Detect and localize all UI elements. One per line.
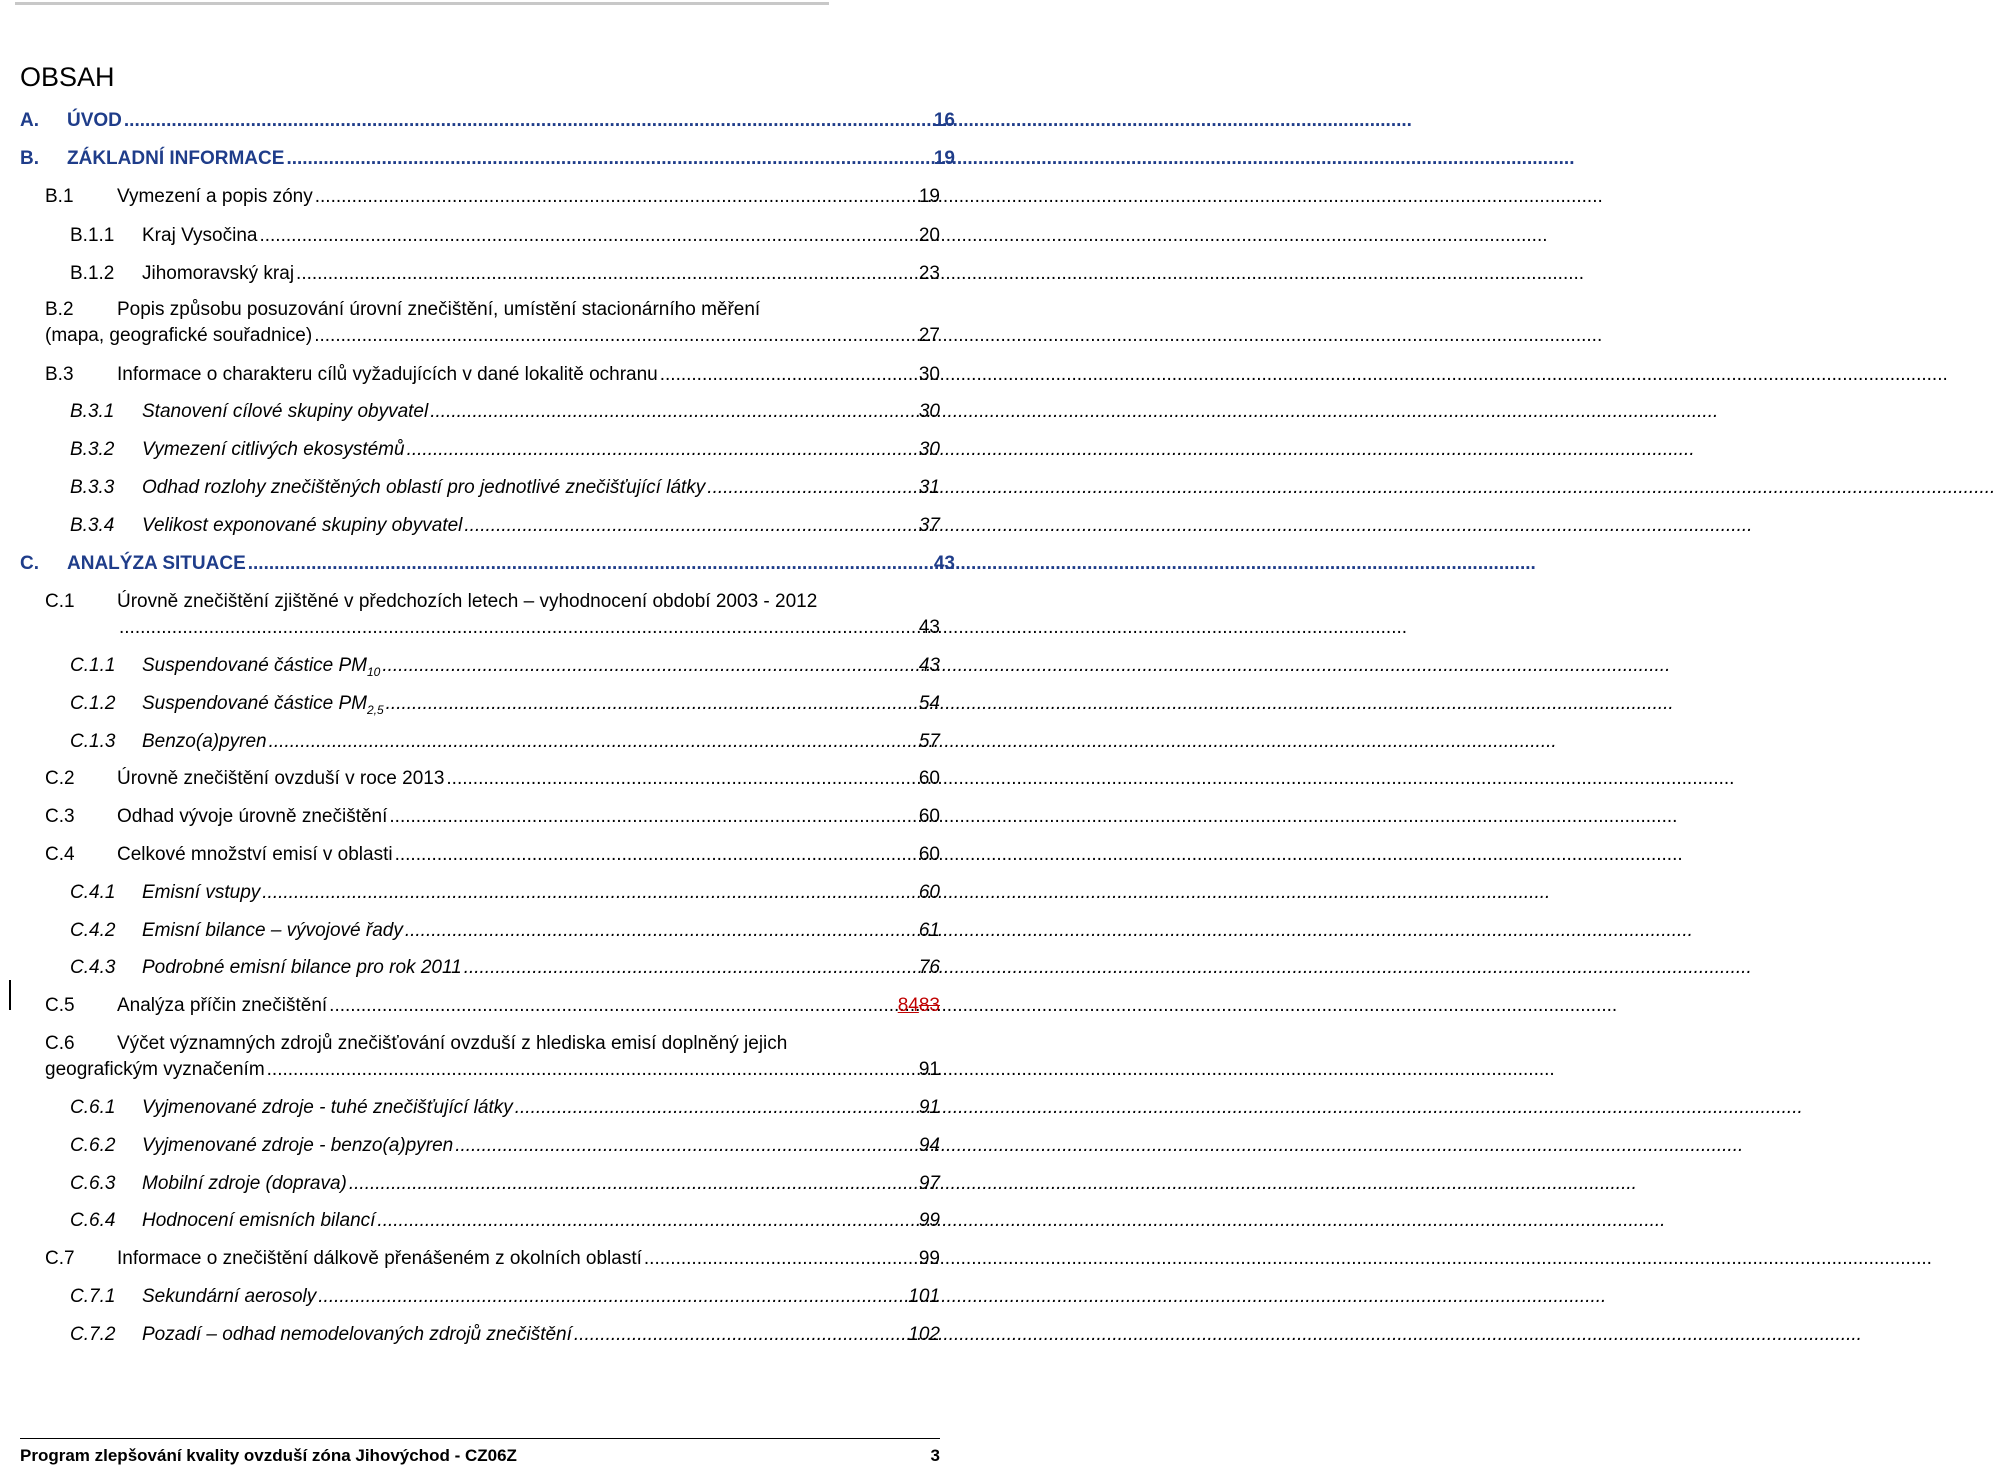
toc-entry-c[interactable]: [20, 552, 955, 576]
toc-number: C.5: [45, 995, 75, 1016]
toc-leader: [455, 1134, 917, 1158]
toc-leader: [269, 730, 917, 754]
toc-leader: [660, 363, 917, 387]
toc-page: 76: [918, 957, 940, 978]
toc-page: 20: [918, 225, 940, 246]
toc-title-text: Suspendované částice PM: [142, 693, 367, 714]
toc-entry-b31[interactable]: [70, 400, 940, 424]
toc-number: B.: [20, 148, 39, 169]
toc-title: Vyjmenované zdroje - benzo(a)pyren: [142, 1135, 454, 1156]
toc-title-continued: geografickým vyznačením: [45, 1059, 265, 1080]
toc-entry-c5[interactable]: [45, 994, 940, 1018]
toc-page: 31: [918, 477, 940, 498]
toc-entry-b34[interactable]: [70, 514, 940, 538]
toc-page: 102: [908, 1324, 940, 1345]
toc-entry-b3[interactable]: [45, 363, 940, 387]
toc-title-continued: (mapa, geografické souřadnice): [45, 325, 313, 346]
toc-entry-c13[interactable]: [70, 730, 940, 754]
toc-leader: [329, 994, 896, 1018]
toc-page: 30: [918, 439, 940, 460]
toc-title-subscript: 10: [366, 664, 381, 679]
toc-leader: [430, 400, 917, 424]
toc-entry-a[interactable]: [20, 109, 955, 133]
toc-leader: [464, 514, 916, 538]
toc-entry-b[interactable]: [20, 147, 955, 171]
toc-entry-c71[interactable]: [70, 1285, 940, 1309]
toc-entry-c43[interactable]: [70, 956, 940, 980]
toc-title: [142, 654, 380, 678]
toc-page: 97: [918, 1173, 940, 1194]
toc-heading: OBSAH: [20, 62, 115, 92]
toc-leader: [395, 843, 917, 867]
toc-page: 37: [918, 515, 940, 536]
toc-title: [142, 692, 384, 716]
toc-number: C.1.3: [70, 731, 116, 752]
toc-number: C.7.2: [70, 1324, 116, 1345]
page-footer: [20, 1446, 940, 1466]
toc-number: B.3.2: [70, 439, 115, 460]
page-deleted: 83: [918, 995, 940, 1016]
toc-leader: [259, 224, 916, 248]
toc-page: 60: [918, 768, 940, 789]
toc-entry-b2-line1[interactable]: [45, 298, 760, 322]
toc-number: C.7: [45, 1248, 75, 1269]
toc-title: Emisní bilance – vývojové řady: [142, 920, 403, 941]
toc-entry-b32[interactable]: [70, 438, 940, 462]
toc-page: 30: [918, 401, 940, 422]
toc-leader: [286, 147, 931, 171]
toc-entry-c12[interactable]: [70, 692, 940, 716]
toc-leader: [377, 1209, 916, 1233]
toc-number: C.6.2: [70, 1135, 116, 1156]
toc-entry-c64[interactable]: [70, 1209, 940, 1233]
toc-title: Podrobné emisní bilance pro rok 2011: [142, 957, 462, 978]
toc-page: 43: [918, 655, 940, 676]
toc-leader: [248, 552, 932, 576]
toc-leader: [407, 438, 917, 462]
toc-title: Hodnocení emisních bilancí: [142, 1210, 376, 1231]
toc-page: 27: [918, 325, 940, 346]
toc-entry-b33[interactable]: [70, 476, 940, 500]
toc-title: ANALÝZA SITUACE: [67, 553, 246, 574]
toc-title: ZÁKLADNÍ INFORMACE: [67, 148, 285, 169]
toc-title: Informace o charakteru cílů vyžadujících v dané lokalitě ochranu: [117, 364, 658, 385]
toc-leader: [318, 1285, 906, 1309]
toc-number: C.6: [45, 1033, 75, 1054]
toc-leader: [515, 1096, 917, 1120]
toc-leader: [315, 185, 917, 209]
toc-number: B.3.1: [70, 401, 115, 422]
toc-title: Benzo(a)pyren: [142, 731, 267, 752]
toc-number: C.2: [45, 768, 75, 789]
toc-leader: [405, 919, 917, 943]
toc-title: Odhad rozlohy znečištěných oblastí pro jednotlivé znečišťující látky: [142, 477, 706, 498]
toc-title: ÚVOD: [67, 110, 122, 131]
toc-leader: [644, 1247, 917, 1271]
toc-page: 43: [918, 617, 940, 638]
toc-number: C.6.1: [70, 1097, 116, 1118]
toc-entry-b11[interactable]: [70, 224, 940, 248]
toc-page: 19: [918, 186, 940, 207]
toc-title: Výčet významných zdrojů znečišťování ovzduší z hlediska emisí doplněný jejich: [117, 1033, 788, 1054]
toc-number: B.1.2: [70, 263, 115, 284]
toc-page: 99: [918, 1210, 940, 1231]
toc-entry-c42[interactable]: [70, 919, 940, 943]
toc-leader: [296, 262, 917, 286]
toc-entry-b2-line2[interactable]: [45, 324, 940, 348]
toc-entry-c6-line1[interactable]: [45, 1032, 787, 1056]
toc-page: 19: [933, 148, 955, 169]
toc-number: C.6.4: [70, 1210, 116, 1231]
toc-title: Vymezení citlivých ekosystémů: [142, 439, 405, 460]
toc-number: B.1.1: [70, 225, 115, 246]
toc-number: C.7.1: [70, 1286, 116, 1307]
toc-page: 60: [918, 806, 940, 827]
toc-page: 91: [918, 1059, 940, 1080]
toc-page: 23: [918, 263, 940, 284]
toc-title: Pozadí – odhad nemodelovaných zdrojů znečištění: [142, 1324, 572, 1345]
toc-number: C.4.1: [70, 882, 116, 903]
toc-entry-c72[interactable]: [70, 1323, 940, 1347]
toc-entry-c3[interactable]: [45, 805, 940, 829]
toc-entry-c61[interactable]: [70, 1096, 940, 1120]
toc-page: 60: [918, 844, 940, 865]
toc-page: 60: [918, 882, 940, 903]
toc-page: 43: [933, 553, 955, 574]
toc-number: C.: [20, 553, 39, 574]
toc-entry-c2[interactable]: [45, 767, 940, 791]
toc-title-text: Suspendované částice PM: [142, 655, 367, 676]
toc-number: B.3: [45, 364, 74, 385]
toc-entry-c7[interactable]: [45, 1247, 940, 1271]
toc-title: Analýza příčin znečištění: [117, 995, 328, 1016]
toc-title: Popis způsobu posuzování úrovní znečištění, umístění stacionárního měření: [117, 299, 761, 320]
toc-page: 101: [908, 1286, 940, 1307]
toc-title: Úrovně znečištění zjištěné v předchozích letech – vyhodnocení období 2003 - 2012: [117, 591, 818, 612]
toc-title: Stanovení cílové skupiny obyvatel: [142, 401, 429, 422]
toc-title: Velikost exponované skupiny obyvatel: [142, 515, 463, 536]
toc-title: Odhad vývoje úrovně znečištění: [117, 806, 388, 827]
toc-page: 16: [933, 110, 955, 131]
toc-title: Informace o znečištění dálkově přenášeném z okolních oblastí: [117, 1248, 642, 1269]
toc-title-subscript: 2,5: [366, 702, 384, 717]
toc-entry-c11[interactable]: [70, 654, 940, 678]
toc-leader: [382, 654, 917, 678]
top-rule: [15, 2, 829, 5]
toc-page: 30: [918, 364, 940, 385]
toc-leader: [262, 881, 917, 905]
toc-number: C.4.2: [70, 920, 116, 941]
toc-number: B.3.3: [70, 477, 115, 498]
toc-entry-c4[interactable]: [45, 843, 940, 867]
toc-page: 91: [918, 1097, 940, 1118]
page-inserted: 84: [897, 995, 919, 1016]
toc-entry-c63[interactable]: [70, 1172, 940, 1196]
toc-leader: [446, 767, 916, 791]
toc-number: B.3.4: [70, 515, 115, 536]
revision-change-bar: [9, 980, 11, 1010]
toc-number: C.4.3: [70, 957, 116, 978]
toc-page: 61: [918, 920, 940, 941]
toc-page: 57: [918, 731, 940, 752]
toc-leader: [389, 805, 916, 829]
toc-entry-c62[interactable]: [70, 1134, 940, 1158]
footer-page-number: 3: [930, 1446, 940, 1465]
toc-number: B.2: [45, 299, 74, 320]
toc-number: C.1.1: [70, 655, 116, 676]
toc-leader: [464, 956, 917, 980]
toc-number: C.1: [45, 591, 75, 612]
toc-number: C.4: [45, 844, 75, 865]
toc-number: C.3: [45, 806, 75, 827]
toc-number: C.6.3: [70, 1173, 116, 1194]
toc-leader: [119, 616, 917, 640]
toc-leader: [386, 692, 917, 716]
toc-page: 99: [918, 1248, 940, 1269]
toc-leader: [314, 324, 917, 348]
toc-entry-c6-line2[interactable]: [45, 1058, 940, 1082]
toc-number: B.1: [45, 186, 74, 207]
toc-page: 94: [918, 1135, 940, 1156]
toc-leader: [124, 109, 932, 133]
toc-number: A.: [20, 110, 39, 131]
toc-entry-c41[interactable]: [70, 881, 940, 905]
toc-entry-c1-line2[interactable]: [117, 616, 940, 640]
toc-number: C.1.2: [70, 693, 116, 714]
toc-title: Úrovně znečištění ovzduší v roce 2013: [117, 768, 445, 789]
toc-leader: [574, 1323, 906, 1347]
toc-title: Sekundární aerosoly: [142, 1286, 317, 1307]
toc-title: Vyjmenované zdroje - tuhé znečišťující látky: [142, 1097, 513, 1118]
toc-title: Jihomoravský kraj: [142, 263, 295, 284]
toc-entry-c1-line1[interactable]: [45, 590, 817, 614]
toc-page: 54: [918, 693, 940, 714]
toc-title: Kraj Vysočina: [142, 225, 258, 246]
footer-rule: [20, 1438, 940, 1439]
toc-page: [898, 994, 940, 1018]
toc-entry-b1[interactable]: [45, 185, 940, 209]
toc-title: Emisní vstupy: [142, 882, 261, 903]
toc-leader: [349, 1172, 917, 1196]
toc-title: Mobilní zdroje (doprava): [142, 1173, 347, 1194]
toc-leader: [267, 1058, 917, 1082]
footer-title: Program zlepšování kvality ovzduší zóna Jihovýchod - CZ06Z: [20, 1446, 517, 1465]
toc-title: Celkové množství emisí v oblasti: [117, 844, 393, 865]
toc-title: Vymezení a popis zóny: [117, 186, 313, 207]
toc-entry-b12[interactable]: [70, 262, 940, 286]
toc-leader: [707, 476, 917, 500]
